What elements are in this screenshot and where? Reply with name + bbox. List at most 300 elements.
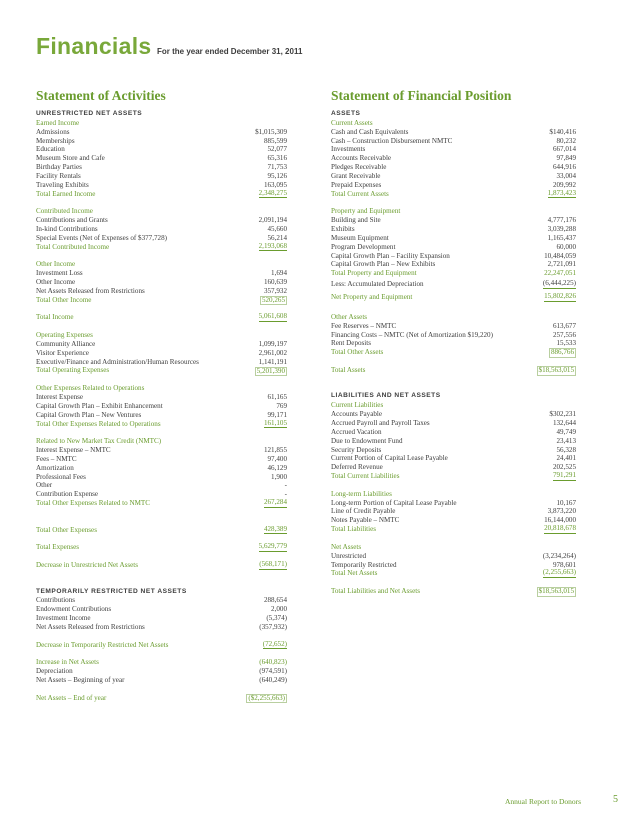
row-label: Accounts Receivable <box>331 154 392 163</box>
row-spacer <box>36 685 287 694</box>
row-label: Total Assets <box>331 365 366 374</box>
row-value: 161,105 <box>263 418 287 427</box>
row-value: 65,316 <box>267 154 287 163</box>
row-value: 5,061,608 <box>258 312 287 321</box>
row-spacer <box>36 322 287 331</box>
row-label: Professional Fees <box>36 472 86 481</box>
row-label: Visitor Experience <box>36 348 89 357</box>
category-header <box>36 437 287 446</box>
row-label: Amortization <box>36 463 74 472</box>
line-item <box>331 225 576 234</box>
statement-of-activities <box>36 88 287 703</box>
line-item <box>331 243 576 252</box>
row-label: Operating Expenses <box>36 331 93 340</box>
row-spacer <box>36 517 287 526</box>
row-value: 71,753 <box>267 163 287 172</box>
row-label: Memberships <box>36 136 75 145</box>
row-label: Line of Credit Payable <box>331 507 396 516</box>
total-row <box>36 658 287 667</box>
line-item <box>36 614 287 623</box>
line-item <box>331 252 576 261</box>
row-value: $1,015,309 <box>255 127 287 136</box>
row-label: Special Events (Net of Expenses of $377,728) <box>36 233 168 242</box>
line-item <box>331 145 576 154</box>
line-item <box>331 234 576 243</box>
line-item <box>36 402 287 411</box>
row-label: Notes Payable – NMTC <box>331 516 400 525</box>
row-label: Capital Growth Plan – Exhibit Enhancement <box>36 401 163 410</box>
category-header <box>331 401 576 410</box>
row-value: 121,855 <box>263 446 287 455</box>
line-item <box>331 172 576 181</box>
row-value: 2,961,002 <box>258 348 287 357</box>
row-label: Other Assets <box>331 312 368 321</box>
row-value: 5,629,779 <box>258 542 287 551</box>
row-value: 15,802,826 <box>544 292 576 301</box>
total-row <box>331 366 576 375</box>
total-row <box>331 569 576 578</box>
row-label: Rent Deposits <box>331 339 371 348</box>
row-value: 202,525 <box>552 463 576 472</box>
total-row <box>36 561 287 570</box>
category-header <box>331 207 576 216</box>
row-label: Earned Income <box>36 118 80 127</box>
line-item <box>331 128 576 137</box>
total-row <box>331 348 576 357</box>
row-spacer <box>36 579 287 588</box>
line-item <box>331 216 576 225</box>
row-value: 978,601 <box>552 560 576 569</box>
line-item <box>36 172 287 181</box>
line-item <box>36 349 287 358</box>
line-item <box>36 411 287 420</box>
row-value: 520,265 <box>261 295 285 304</box>
row-spacer <box>331 481 576 490</box>
category-header <box>331 490 576 499</box>
row-value: 1,099,197 <box>258 339 287 348</box>
row-label: Admissions <box>36 127 70 136</box>
page-number: 5 <box>613 794 618 805</box>
row-value: 667,014 <box>552 145 576 154</box>
row-label: Contributions <box>36 596 76 605</box>
line-item <box>36 181 287 190</box>
row-value: 23,413 <box>556 436 576 445</box>
row-label: Total Contributed Income <box>36 242 110 251</box>
line-item <box>36 137 287 146</box>
line-item <box>331 154 576 163</box>
row-value: 2,091,194 <box>258 216 287 225</box>
total-row <box>331 291 576 304</box>
row-value: 613,677 <box>552 321 576 330</box>
line-item <box>36 358 287 367</box>
row-label: Accrued Payroll and Payroll Taxes <box>331 419 430 427</box>
line-item <box>36 234 287 243</box>
row-value: 2,193,068 <box>258 241 287 250</box>
section-header <box>331 392 576 401</box>
position-rows <box>331 110 576 596</box>
row-label: Temporarily Restricted <box>331 560 397 569</box>
row-value: (5,374) <box>266 614 287 623</box>
row-value: (568,171) <box>259 560 287 569</box>
row-value: 791,291 <box>552 471 576 480</box>
line-item <box>331 499 576 508</box>
line-item <box>331 137 576 146</box>
row-label: Contributed Income <box>36 207 93 216</box>
row-label: Depreciation <box>36 667 73 676</box>
row-value: 885,599 <box>263 136 287 145</box>
row-value: 160,639 <box>263 278 287 287</box>
total-row <box>36 243 287 252</box>
line-item <box>331 278 576 291</box>
row-label: Capital Growth Plan – New Ventures <box>36 410 142 419</box>
total-row <box>36 499 287 508</box>
row-value: 10,484,059 <box>544 251 576 260</box>
row-label: Total Income <box>36 313 74 322</box>
line-item <box>331 339 576 348</box>
row-value: $18,563,015 <box>538 366 574 375</box>
line-item <box>36 225 287 234</box>
page-title: Financials <box>36 33 152 59</box>
row-value: 15,533 <box>556 339 576 348</box>
line-item <box>331 181 576 190</box>
line-item <box>36 473 287 482</box>
line-item <box>331 163 576 172</box>
row-label: Decrease in Temporarily Restricted Net Assets <box>36 640 169 649</box>
activities-title: Statement of Activities <box>36 88 166 103</box>
row-label: Prepaid Expenses <box>331 180 382 189</box>
row-value: 33,004 <box>556 171 576 180</box>
row-value: $18,563,015 <box>538 587 574 596</box>
row-value: (640,823) <box>259 658 287 667</box>
row-spacer <box>36 198 287 207</box>
row-value: (357,932) <box>259 622 287 631</box>
row-label: Financing Costs – NMTC (Net of Amortization $19,220) <box>331 330 493 339</box>
row-value: 2,000 <box>271 605 287 614</box>
row-label: Due to Endowment Fund <box>331 436 403 445</box>
row-label: Pledges Receivable <box>331 163 387 172</box>
row-spacer <box>331 198 576 207</box>
row-label: Total Liabilities <box>331 525 377 534</box>
row-value: $140,416 <box>549 127 576 136</box>
row-value: 46,129 <box>267 463 287 472</box>
row-value: (640,249) <box>259 676 287 684</box>
row-label: Increase in Net Assets <box>36 658 99 667</box>
line-item <box>331 437 576 446</box>
row-label: Investment Loss <box>36 269 83 278</box>
row-label: Net Property and Equipment <box>331 293 413 302</box>
line-item <box>331 552 576 561</box>
row-value: (3,234,264) <box>542 551 576 560</box>
row-label: Investment Income <box>36 614 91 623</box>
row-label: Decrease in Unrestricted Net Assets <box>36 561 139 570</box>
statement-of-financial-position <box>331 88 576 596</box>
row-value: 16,144,000 <box>544 516 576 525</box>
row-label: Interest Expense – NMTC <box>36 446 111 455</box>
line-item <box>331 410 576 419</box>
category-header <box>331 543 576 552</box>
row-label: Capital Growth Plan – Facility Expansion <box>331 251 450 260</box>
row-value: 1,694 <box>271 269 287 278</box>
row-value: 95,126 <box>267 171 287 180</box>
row-label: Museum Store and Cafe <box>36 154 105 163</box>
row-label: Net Assets – Beginning of year <box>36 676 125 684</box>
line-item <box>36 481 287 490</box>
total-row <box>36 366 287 375</box>
row-value: 45,660 <box>267 224 287 233</box>
row-value: 3,873,220 <box>547 507 576 516</box>
row-value: 56,214 <box>267 233 287 242</box>
row-label: Executive/Finance and Administration/Human Resources <box>36 357 199 366</box>
row-value: 60,000 <box>556 242 576 251</box>
row-value: 769 <box>276 401 287 410</box>
row-spacer <box>331 384 576 393</box>
line-item <box>331 516 576 525</box>
category-header <box>36 331 287 340</box>
row-label: Total Other Income <box>36 295 92 304</box>
row-value: - <box>284 481 287 490</box>
row-label: Total Current Assets <box>331 189 389 198</box>
row-label: Endowment Contributions <box>36 605 112 614</box>
row-label: Related to New Market Tax Credit (NMTC) <box>36 437 162 446</box>
row-label: Contribution Expense <box>36 490 99 499</box>
line-item <box>36 145 287 154</box>
row-label: Total Earned Income <box>36 189 96 198</box>
line-item <box>331 331 576 340</box>
row-spacer <box>36 649 287 658</box>
row-label: In-kind Contributions <box>36 224 98 233</box>
row-spacer <box>36 428 287 437</box>
row-label: Other Income <box>36 278 76 287</box>
row-value: 163,095 <box>263 180 287 189</box>
row-spacer <box>331 357 576 366</box>
row-value: 428,389 <box>263 524 287 533</box>
row-label: Net Assets Released from Restrictions <box>36 622 145 631</box>
line-item <box>36 605 287 614</box>
row-value: 1,141,191 <box>258 357 287 366</box>
row-value: 52,077 <box>267 145 287 154</box>
row-label: Net Assets – End of year <box>36 693 107 702</box>
row-value: 1,165,437 <box>547 233 576 242</box>
total-row <box>36 641 287 650</box>
row-label: Community Alliance <box>36 339 96 348</box>
row-value: 97,849 <box>556 154 576 163</box>
row-value: 24,401 <box>556 454 576 463</box>
row-spacer <box>36 252 287 261</box>
row-label: Facility Rentals <box>36 171 81 180</box>
row-label: Long-term Portion of Capital Lease Payable <box>331 498 457 507</box>
row-spacer <box>331 304 576 313</box>
total-row <box>331 269 576 278</box>
row-label: Less: Accumulated Depreciation <box>331 280 424 289</box>
line-item <box>331 463 576 472</box>
row-label: Museum Equipment <box>331 233 389 242</box>
row-label: Total Property and Equipment <box>331 269 417 278</box>
total-row <box>36 313 287 322</box>
row-label: Total Other Expenses Related to Operations <box>36 419 161 428</box>
total-row <box>36 694 287 703</box>
row-value: 357,932 <box>263 286 287 295</box>
row-label: TEMPORARILY RESTRICTED NET ASSETS <box>36 587 187 595</box>
row-value: $302,231 <box>549 410 576 419</box>
row-label: Accrued Vacation <box>331 427 382 436</box>
total-row <box>331 587 576 596</box>
row-label: Cash and Cash Equivalents <box>331 127 409 136</box>
category-header <box>36 119 287 128</box>
section-header <box>331 110 576 119</box>
section-header <box>36 110 287 119</box>
row-label: UNRESTRICTED NET ASSETS <box>36 110 143 117</box>
line-item <box>36 393 287 402</box>
row-spacer <box>36 508 287 517</box>
row-label: Total Expenses <box>36 543 80 552</box>
total-row <box>331 190 576 199</box>
line-item <box>36 667 287 676</box>
line-item <box>331 322 576 331</box>
page-subtitle: For the year ended December 31, 2011 <box>157 47 303 56</box>
row-label: Grant Receivable <box>331 171 381 180</box>
row-label: Net Assets <box>331 542 362 551</box>
row-label: Total Current Liabilities <box>331 472 400 481</box>
row-value: 209,992 <box>552 180 576 189</box>
line-item <box>36 128 287 137</box>
line-item <box>36 340 287 349</box>
category-header <box>331 119 576 128</box>
row-label: Current Assets <box>331 118 373 127</box>
row-value: (6,444,225) <box>542 279 576 288</box>
row-spacer <box>36 632 287 641</box>
row-value: 97,400 <box>267 454 287 463</box>
activities-rows <box>36 110 287 703</box>
row-spacer <box>36 552 287 561</box>
row-value: 49,749 <box>556 427 576 436</box>
line-item <box>36 269 287 278</box>
row-label: LIABILITIES AND NET ASSETS <box>331 392 441 400</box>
line-item <box>36 278 287 287</box>
total-row <box>36 296 287 305</box>
line-item <box>36 490 287 499</box>
row-label: Current Liabilities <box>331 401 384 410</box>
total-row <box>36 190 287 199</box>
row-label: Building and Site <box>331 216 381 225</box>
category-header <box>36 207 287 216</box>
row-label: Traveling Exhibits <box>36 180 89 189</box>
row-label: Property and Equipment <box>331 207 401 216</box>
row-value: 61,165 <box>267 393 287 401</box>
line-item <box>331 260 576 269</box>
row-label: Program Development <box>331 242 396 251</box>
row-value: - <box>284 490 287 499</box>
row-label: Exhibits <box>331 224 355 233</box>
line-item <box>331 507 576 516</box>
row-label: Total Operating Expenses <box>36 366 110 375</box>
footer-label: Annual Report to Donors <box>505 797 582 806</box>
position-title: Statement of Financial Position <box>331 88 512 103</box>
row-value: 99,171 <box>267 410 287 419</box>
line-item <box>36 287 287 296</box>
row-value: 20,818,678 <box>544 524 576 533</box>
row-value: 5,201,390 <box>256 366 285 375</box>
row-value: 1,873,423 <box>547 188 576 197</box>
line-item <box>36 455 287 464</box>
section-header <box>36 588 287 597</box>
line-item <box>331 428 576 437</box>
line-item <box>36 163 287 172</box>
row-value: 886,766 <box>550 348 574 357</box>
row-value: 56,328 <box>556 445 576 454</box>
row-label: Fee Reserves – NMTC <box>331 321 397 330</box>
row-value: 3,039,288 <box>547 224 576 233</box>
row-spacer <box>331 375 576 384</box>
total-row <box>36 420 287 429</box>
row-label: Long-term Liabilities <box>331 489 392 498</box>
row-label: Cash – Construction Disbursement NMTC <box>331 136 453 145</box>
row-label: Net Assets Released from Restrictions <box>36 286 145 295</box>
category-header <box>331 313 576 322</box>
line-item <box>36 446 287 455</box>
row-label: Unrestricted <box>331 551 367 560</box>
row-label: Total Other Expenses <box>36 525 97 534</box>
row-value: 1,900 <box>271 472 287 481</box>
line-item <box>331 419 576 428</box>
line-item <box>36 596 287 605</box>
row-value: 80,232 <box>556 136 576 145</box>
total-row <box>36 543 287 552</box>
total-row <box>331 525 576 534</box>
row-label: Other Income <box>36 260 76 269</box>
row-label: Other <box>36 481 53 490</box>
row-value: 257,556 <box>552 330 576 339</box>
row-label: Birthday Parties <box>36 163 82 172</box>
row-label: Current Portion of Capital Lease Payable <box>331 454 448 463</box>
row-label: Security Deposits <box>331 445 382 454</box>
row-label: Total Liabilities and Net Assets <box>331 587 420 596</box>
row-value: 644,916 <box>552 163 576 172</box>
total-row <box>331 472 576 481</box>
row-label: Capital Growth Plan – New Exhibits <box>331 260 436 269</box>
row-label: Fees – NMTC <box>36 454 77 463</box>
row-value: (72,652) <box>262 639 287 648</box>
row-label: Interest Expense <box>36 393 84 401</box>
line-item <box>331 454 576 463</box>
row-spacer <box>331 534 576 543</box>
row-label: Total Net Assets <box>331 569 378 578</box>
line-item <box>36 216 287 225</box>
row-label: ASSETS <box>331 110 361 117</box>
row-spacer <box>36 570 287 579</box>
row-value: (974,591) <box>259 667 287 676</box>
row-label: Investments <box>331 145 366 154</box>
row-value: 132,644 <box>552 419 576 427</box>
row-label: Accounts Payable <box>331 410 383 419</box>
row-value: (2,255,663) <box>542 568 576 577</box>
row-spacer <box>36 535 287 544</box>
total-row <box>36 526 287 535</box>
row-label: Total Other Assets <box>331 348 384 357</box>
row-value: 4,777,176 <box>547 216 576 225</box>
category-header <box>36 384 287 393</box>
row-label: Education <box>36 145 65 154</box>
row-label: Deferred Revenue <box>331 463 383 472</box>
row-value: 2,348,275 <box>258 188 287 197</box>
row-value: 2,721,091 <box>547 260 576 269</box>
row-label: Other Expenses Related to Operations <box>36 384 145 393</box>
category-header <box>36 260 287 269</box>
row-label: Total Other Expenses Related to NMTC <box>36 499 150 508</box>
line-item <box>36 464 287 473</box>
row-value: ($2,255,663) <box>248 693 285 702</box>
row-label: Contributions and Grants <box>36 216 108 225</box>
row-spacer <box>331 578 576 587</box>
